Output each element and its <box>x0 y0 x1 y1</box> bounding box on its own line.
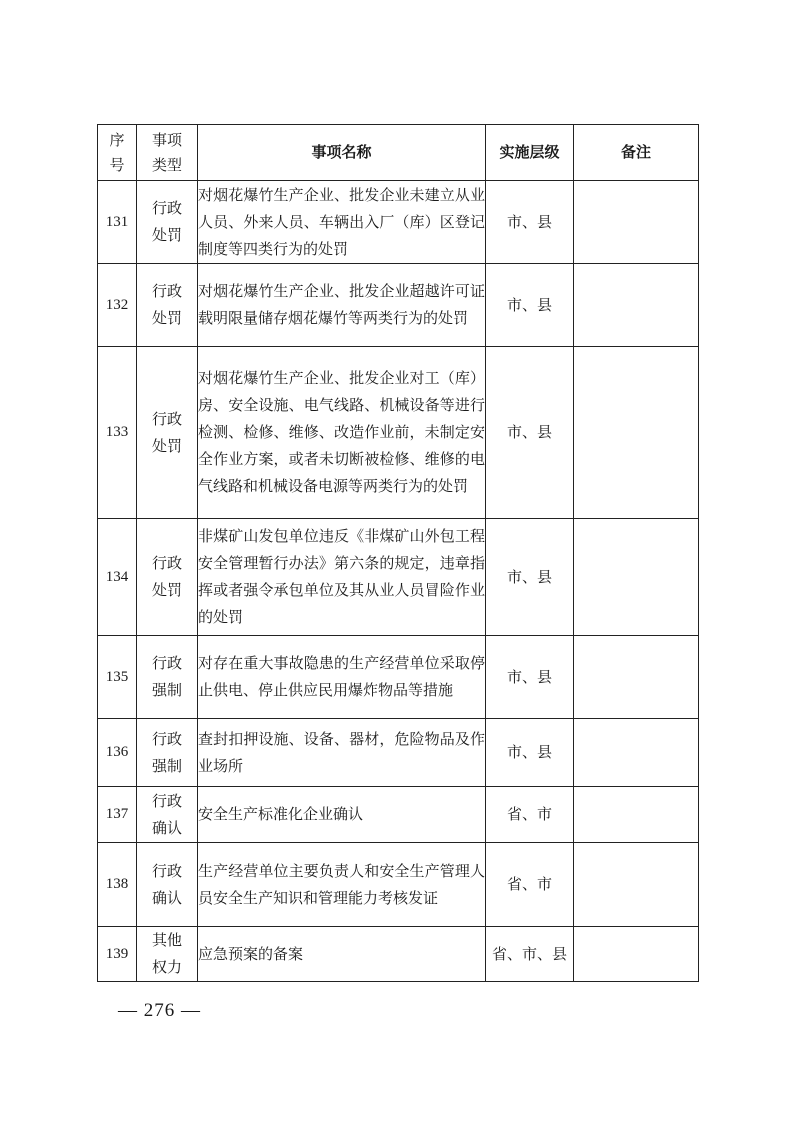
row-note <box>574 347 699 519</box>
table-row <box>98 181 699 264</box>
table-row <box>98 636 699 719</box>
row-name: 查封扣押设施、设备、器材，危险物品及作业场所 <box>198 719 486 787</box>
row-type-text: 其他权力 <box>151 931 182 976</box>
row-note <box>574 719 699 787</box>
row-note <box>574 927 699 982</box>
table-row <box>98 719 699 787</box>
header-item-name: 事项名称 <box>198 125 486 181</box>
row-level: 省、市、县 <box>486 927 574 982</box>
row-name: 对烟花爆竹生产企业、批发企业超越许可证载明限量储存烟花爆竹等两类行为的处罚 <box>198 264 486 347</box>
table-row <box>98 347 699 519</box>
row-name: 安全生产标准化企业确认 <box>198 787 486 843</box>
row-number: 133 <box>98 347 137 519</box>
row-name: 对烟花爆竹生产企业、批发企业对工（库）房、安全设施、电气线路、机械设备等进行检测、检修、维修、改造作业前，未制定安全作业方案，或者未切断被检修、维修的电气线路和机械设备电源等两类行为的处罚 <box>198 347 486 519</box>
table-header-row <box>98 125 699 181</box>
row-type <box>137 927 198 982</box>
table-row <box>98 927 699 982</box>
row-type-text: 行政强制 <box>151 654 182 699</box>
row-level: 市、县 <box>486 264 574 347</box>
row-level: 市、县 <box>486 519 574 636</box>
row-type-text: 行政确认 <box>151 791 182 837</box>
row-number: 136 <box>98 719 137 787</box>
header-serial-number: 序号 <box>98 125 137 181</box>
row-number: 138 <box>98 843 137 927</box>
page-number: — 276 — <box>118 1000 201 1021</box>
row-type-text: 行政处罚 <box>151 199 182 244</box>
table-row <box>98 787 699 843</box>
row-note <box>574 636 699 719</box>
row-number: 131 <box>98 181 137 264</box>
header-item-type: 事项类型 <box>137 125 198 181</box>
row-number: 137 <box>98 787 137 843</box>
row-type <box>137 519 198 636</box>
row-level: 省、市 <box>486 843 574 927</box>
table-row <box>98 843 699 927</box>
row-level: 市、县 <box>486 636 574 719</box>
row-number: 135 <box>98 636 137 719</box>
row-name: 对烟花爆竹生产企业、批发企业未建立从业人员、外来人员、车辆出入厂（库）区登记制度等四类行为的处罚 <box>198 181 486 264</box>
row-type-text: 行政处罚 <box>151 282 182 327</box>
row-type <box>137 264 198 347</box>
row-number: 139 <box>98 927 137 982</box>
row-type-text: 行政处罚 <box>151 554 182 599</box>
row-note <box>574 264 699 347</box>
row-note <box>574 787 699 843</box>
row-name: 生产经营单位主要负责人和安全生产管理人员安全生产知识和管理能力考核发证 <box>198 843 486 927</box>
row-level: 市、县 <box>486 347 574 519</box>
row-type-text: 行政处罚 <box>151 409 182 455</box>
row-type <box>137 719 198 787</box>
row-type <box>137 181 198 264</box>
row-number: 132 <box>98 264 137 347</box>
row-type <box>137 787 198 843</box>
row-type <box>137 636 198 719</box>
table-row <box>98 264 699 347</box>
row-name: 非煤矿山发包单位违反《非煤矿山外包工程安全管理暂行办法》第六条的规定，违章指挥或者强令承包单位及其从业人员冒险作业的处罚 <box>198 519 486 636</box>
row-note <box>574 181 699 264</box>
powers-table <box>97 124 699 982</box>
row-type <box>137 347 198 519</box>
row-level: 市、县 <box>486 719 574 787</box>
row-type-text: 行政强制 <box>151 729 182 775</box>
row-number: 134 <box>98 519 137 636</box>
header-implementation-level: 实施层级 <box>486 125 574 181</box>
row-note <box>574 843 699 927</box>
row-type <box>137 843 198 927</box>
row-level: 省、市 <box>486 787 574 843</box>
header-remarks: 备注 <box>574 125 699 181</box>
row-level: 市、县 <box>486 181 574 264</box>
row-name: 对存在重大事故隐患的生产经营单位采取停止供电、停止供应民用爆炸物品等措施 <box>198 636 486 719</box>
row-name: 应急预案的备案 <box>198 927 486 982</box>
row-note <box>574 519 699 636</box>
row-type-text: 行政确认 <box>151 861 182 907</box>
table-row <box>98 519 699 636</box>
